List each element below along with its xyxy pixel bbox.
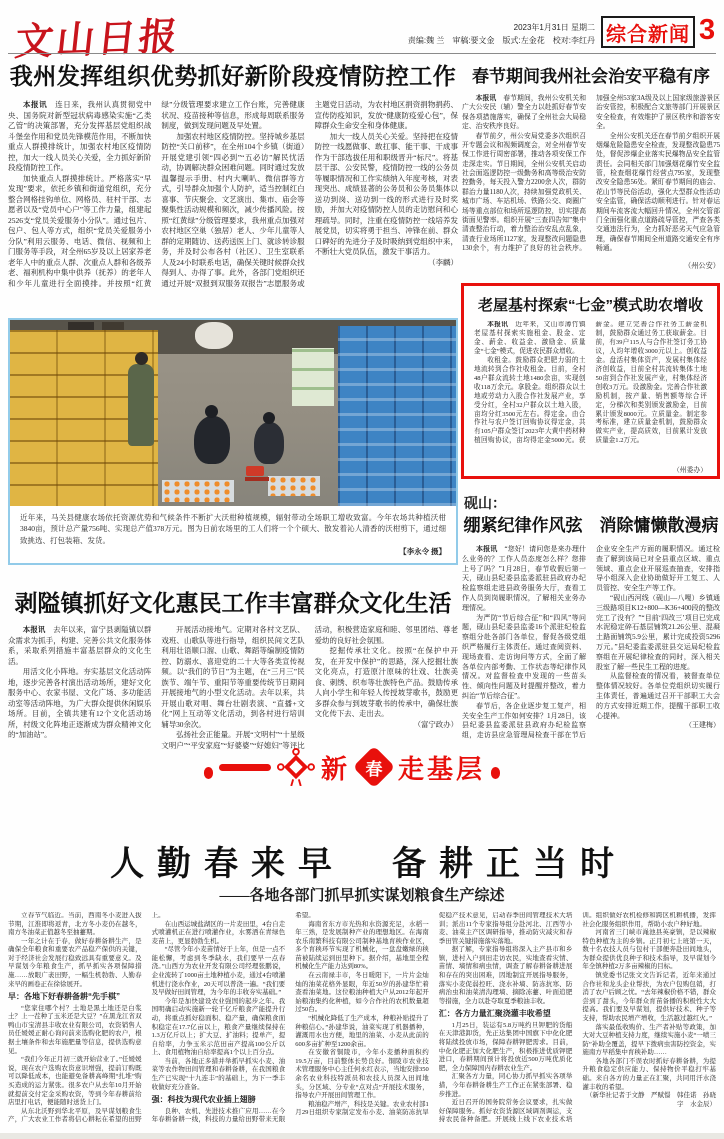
paragraph: 挖掘传承壮文化。按照“在保护中开发，在开发中保护”的思路，深入挖掘壮族文化亮点，打造原汁原味的壮戏、壮族美食、刺绣、织布等壮族特色产品。鼓励传承人向小学生和年轻人传授坡芽歌书，鼓励更多群众参与到坡芽歌书的传承中，确保壮族文化传下去、走出去。 xyxy=(314,646,458,719)
paragraph: （新华社记者于文静 严赋憬 韩佳诺 孙晓宇 水金辰） xyxy=(585,1092,716,1108)
photo-worker-crouching xyxy=(254,422,284,464)
paragraph: 海南省东方市光热和水资源充足，水稻一年三熟，是发展制种产业的理想地区。在海南农乐南繁科技有限公司制种基地育秧作业区，多个育秧环节实现了机械化，一盘盘嫩绿的秧苗被陆续运到田里种下。据介绍，基地里全程机械化生产能力达到80%。 xyxy=(295,920,429,971)
paragraph: 今年是加快建设农业强国的起步之年。我国明确启动实施新一轮千亿斤粮食产能提升行动，将重点抓好稳面积、稳产量，确保粮食面积稳定在17.7亿亩以上，粮食产量继续保持在1.3万亿斤以上；扩大豆、扩油料；提单产，提自给率，力争玉米示范田亩产提高100公斤以上、食用植物油自给率提高1个以上百分点。 xyxy=(151,997,286,1057)
lantern-icon xyxy=(491,767,500,779)
headline-security: 春节期间我州社会治安平稳有序 xyxy=(472,67,710,86)
paragraph: 早：各地下好春耕备耕“先手棋” xyxy=(8,992,120,1002)
paragraph: 粮油稳产增产，科技是关键。农业农村部1月29日组织专家制定发布小麦、油菜防冻抗旱促稳产技术意见，启动春季田间管理技术大培训；派出11个专家指导组分赴河北、江西等小麦、油菜主产区调研指导，推动防灾减灾和春季田管关键措施落实落地。 xyxy=(295,912,573,1117)
paragraph: 本报讯 春节期间，我州公安机关和广大公安民（辅）警全力以赴抓好春节安保各项措施落实，确保了全州社会大局稳定、治安秩序良好。 xyxy=(462,95,587,131)
date-line: 2023年1月31日 星期二 xyxy=(513,23,595,32)
photo-red-stool xyxy=(246,466,264,476)
body-qijin xyxy=(474,321,707,463)
banner-text-prefix: 新 xyxy=(320,753,350,784)
photo-white-sack xyxy=(195,322,233,349)
red-box-article xyxy=(461,283,720,479)
paragraph: 汇：各方力量汇聚浇灌丰收希望 xyxy=(438,1009,551,1019)
headline-culture: 剥隘镇抓好文化惠民工作丰富群众文化生活 xyxy=(14,590,452,616)
paragraph: （富宁政办） xyxy=(413,719,458,729)
paragraph: 据了解，专家指导组将深入主产县市和乡镇，进村入户到田走访农民，实地查看灾情、苗情、墒情和病虫情，调查了解春耕备耕进展和存在的突出困难，因地制宜开展指导服务，落实小麦促弱控旺、浇水补墒、防冻抗寒、防病治虫和油菜清沟理墒、摘除冻薹、叶面追肥等措施，全力以赴夺取夏季粮油丰收。 xyxy=(438,946,573,1005)
photo-block xyxy=(8,318,458,565)
paragraph: 加快重点人群摸排统计。严格落实“早发现”要求，依托乡镇和街道党组织，充分整合网格挂钩单位、网格员、驻村干部、志愿者以及“党员中心户”等工作力量，组建起2526支“党员关爱服务小分队”。通过包片、包户、包人等方式，组织“党员关爱服务小分队”利用云服务、电话、微信、视频和上门服务等手段，对全州65岁及以上居家养老老年人中的重点人群、次重点人群和各级养老、福利机构中集中供养（抚养）的老年人和少年儿童进行全面摸排。并按照“红黄绿”分级管理要求建立工作台账，完善健康状况、疫苗接种等信息，形成每周联系服务制度，做到发现问题及早处置。 xyxy=(8,100,305,288)
paragraph: 加强农村地区疫情防控。坚持城乡基层防控“关口前移”，在全州104个乡镇（街道）开展党建引领“四必到”“五必访”解民忧活动，协调解决群众困难问题。同时通过发放温馨提示手册、村内大喇叭、微信群等方式，引导群众加强个人防护，适当控制红白喜事、节庆聚会、文艺演出、集市、庙会等聚集性活动规模和频次，减少传播风险。按照“红黄绿”分级管理要求，我州重点加强对农村地区空巢（独居）老人、少年儿童等人群的定期随访、送药送医上门、就诊转诊服务，并及时公布各村（社区）、卫生室联系人及24小时联系电话，确保关键时候群众找得到人、办得了事。此外，各部门党组织还通过开展“双报到双服务双报告”志愿服务或主题党日活动，为农村地区捐资捐物捐药、宣传防疫知识，发放“健康防疫爱心包”，保障群众生命安全和身体健康。 xyxy=(161,100,458,288)
paragraph: 开展活动接地气。定期对各村文艺队、戏班、山歌队等进行指导，组织民间文艺队利用壮语顺口溜、山歌、舞蹈等编制疫情防控、防溺水、喜迎党的二十大等各类宣传视频。以“我们的节日”为主题，在“三月三”民族节、端午节、重阳节等重要传统节日期间开展接地气的小型文化活动。去年以来，共开展山歌对唱、舞台壮剧表演、“直播+文化”网上互动等文化活动，到各村进行培训辅导30余次。 xyxy=(161,625,305,729)
paragraph: 各地各部门不误农时抓好春耕备耕，为提升粮食稳定供应能力、保持物价平稳打牢基础。来自各方的力量正在汇聚，共同用汗水浇灌丰收的希望。 xyxy=(582,1057,716,1091)
banner-badge-char: 春 xyxy=(365,759,383,779)
body-epidemic xyxy=(8,100,458,308)
headline-qijin: 老屋基村探索“七金”模式助农增收 xyxy=(477,297,703,314)
paragraph: 良种、农机、先进技术推广应用……在今年春耕备耕一线，科技的力量给田野带来无限希望。 xyxy=(151,912,315,1124)
photo-caption xyxy=(10,506,456,563)
paragraph: 弘扬社会正能量。开展“文明村”“十星级文明户”“平安家庭”“好婆婆”“好媳妇”等评比活动，积极营造家庭和睦、邻里团结、尊老爱幼的良好社会氛围。 xyxy=(161,625,458,750)
photo-printed-cartons xyxy=(292,348,334,406)
paragraph: 春节后，各企业逐步复工复产，相关安全生产工作如何安排？1月28日，该县纪委县监委派驻县政府办纪检监察组，走访县应急管理局检查干部在节后企业安全生产方面的履职情况。通过检查了解到该局已对全县重点区域、重点领域、重点企业开展巡查抽查，安排指导小组深入企业协助做好开工复工、人员管控、安全生产等工作。 xyxy=(462,545,720,740)
paragraph: 从东北沃野到华北平原，及早谋划粮食生产，广大农业工作者将信心耕耘在希望的田野上。 xyxy=(8,912,165,1124)
photo-caption-text: 近年来，马关县健康农场依托资源优势和气候条件不断扩大沃柑种植规模，辐射带动全场职工增收致富。今年农场共种植沃柑3840亩，预计总产量756吨、实现总产值378万元。图为日前农场里的工人们将一个个硕大、散发着沁人清香的沃柑剪下，通过细致挑选、打包装箱、发货。 xyxy=(20,513,446,545)
paragraph: 本报讯 近年来，文山市薄竹镇老屋基村探索实施租金、股金、定金、薪金、收益金、激励金、质量金“七金”模式，促进农民群众增收。 xyxy=(474,321,586,355)
photo-blue-crates xyxy=(338,326,456,506)
body-spring-feature xyxy=(8,912,716,1132)
headline-yanshan: 绷紧纪律作风弦 消除慵懒散漫病 xyxy=(463,516,719,535)
banner-spring-badge xyxy=(353,746,395,788)
paragraph: 从监督检查的情况看，被督查单位整体情况较好。各单位党组织切实履行主体责任，普遍通过召开干部职工大会的方式安排近期工作，提醒干部职工收心提神。 xyxy=(596,672,720,720)
paragraph: 在云南禄丰市，冬日暖阳下，一片片金灿灿的油菜花格外显眼，年近50岁的孙建华忙着查看油菜地。这位粮油种植大户从2012年起开始粮油集约化种植，如今合作社的农机数量超过50台。 xyxy=(295,972,429,1014)
photo-worker-crouching xyxy=(194,416,230,464)
paragraph: “机械化降低了生产成本，种粮补贴提升了种粮信心。”孙建华说，油菜实现了机器播种，灌溉用水也方便，地里的油菜、小麦从此前的600多亩扩种至1200余亩。 xyxy=(295,1014,429,1048)
paragraph: “尽管今年小麦苗情好于上年，但是一点不能松懈，考虑到冬季缺水，我们要早一点春浇。”山西方为农业开发有限公司经理张鹏说，企业流转了1000亩土地种植小麦，通过4台喷灌机进行浇水作业，20天可以普浇一遍。“我们要及早做好田间管理，为今年的丰收夯实基础。” xyxy=(151,946,286,997)
credits-line: 责编:魏 兰 审稿:要文金 版式:左金花 校对:李红丹 xyxy=(407,35,595,45)
page-bottom-edge xyxy=(0,1133,724,1139)
spring-banner xyxy=(204,748,500,786)
paragraph: 用活文化小阵地。夯实基层文化活动阵地，逐步完善各村演出活动场所，建好文化服务中心、农家书屋、文化广场、多功能活动室等活动阵地，为广大群众提供休闲娱乐场所。目前，全镇共建有12个文化活动场所，村级文化阵地正逐渐成为群众精神文化的“加油站”。 xyxy=(8,667,152,740)
paragraph: （李麟） xyxy=(427,257,458,267)
body-security xyxy=(462,94,720,260)
chinese-knot-icon xyxy=(277,748,315,786)
masthead-logo: 文山日报 xyxy=(12,16,183,64)
paragraph: 一年之计在于春，做好春耕备耕生产，是确保全年粮食和重要农产品稳产保供的关键，对于经济社会发展行稳致远具有重要意义。及早谋划今年粮食生产，抓早抓实各项保障措施……放眼广袤田野，一幅生机勃勃、人勤春来早的画卷正在徐徐展开。 xyxy=(8,937,142,988)
paragraph: 近日召开的国务院常务会议要求，扎实做好保障服务。抓好农资货源区域调剂调运，支持农民备种备肥。开展线上线下农业技术培训。组织做好农机检修和跨区机耕机播，发挥社会化服务组织作用，帮助小农户种好地。 xyxy=(438,912,716,1124)
paragraph: 全州公安机关还在春节前夕组织开展烟爆危险隐患安全检查，发现整改隐患75处，督促涉爆企业落实民爆物品安全监管责任。会同相关部门加强烟花爆竹安全监管，检查烟花爆竹经营点795家，发现整改安全隐患56处。紧盯春节期间的庙会、花山节等民俗活动，强化大型群众性活动安全监管，确保活动顺利进行。针对春运期间车流客流大幅回升情况，全州交管部门全面强化重点道路疏导管控，严查各类交通违法行为，全力抓好恶劣天气应急管理，确保春节期间全州道路交通安全有序畅通。 xyxy=(596,132,720,252)
paragraph: 加大一线人员关心关爱。坚持把在疫情防控一线愿做事、敢扛事、能干事、干成事作为干部选拔任用和职级晋升“标尺”。将基层干部、公安民警，疫情防控一线的公务员等履职情况和工作实绩纳入年度考核，对表现突出、成绩显著的公务员和公务员集体以送功到岗、送功到一线的形式进行及时奖励，并加大对疫情防控人员的走访慰问和心理疏导。同时，注重在疫情防控一线培养发展党员，切实将勇于担当、冲锋在前、群众口碑好的先进分子及时吸纳到党组织中来，不断壮大党员队伍，激发干事活力。 xyxy=(314,131,458,256)
body-yanshan xyxy=(462,545,720,781)
paragraph: 春节前夕，州公安局党委多次组织召开专题会议和视频调度会，对全州春节安保工作进行周密部署，推动各项安保工作走深走实。节日期间，全州公安机关启动社会面巡逻防控一级勤务和高等级治安防控勤务，每天投入警力2200余人次，群防群治力量1180人次，持续加强党政机关、城市广场、车站机场、铁路公交、商圈广场等重点部位和场所巡逻防控，切实提高街面见警率。组织开展“三查四告知”集中清查整治行动，着力整治治安乱点乱象，清查行业场所1127家，发现整改问题隐患130余个，有力维护了良好的社会秩序。加强全州53家3A级及以上国家级旅游景区治安管控，积极配合文旅等部门开展景区安全检查，有效维护了景区秩序和游客安全。 xyxy=(462,95,720,252)
paragraph: 在山西运城盐湖区的一片麦田里，4台自走式喷灌机正在进行喷灌作业，水雾洒在青绿色麦苗上，更显勃勃生机。 xyxy=(151,920,286,945)
byline-qijin: （州委办） xyxy=(673,467,707,474)
paragraph: 在安徽省铜陵市，今年小麦播种面积约19.5万亩，目前整体长势良好。铜陵市农业技术管理服务中心主任何永红表示，当地安排350余名农业科技特派员和农技人员深入田间地头，分区域、分专业“点对点”开展技术服务，指导农户开展田间管理工作。 xyxy=(295,1049,429,1100)
photo-orange-crate xyxy=(162,480,234,502)
header-info xyxy=(390,22,595,48)
banner-text-suffix: 走基层 xyxy=(398,753,486,784)
headline-epidemic: 我州发挥组织优势抓好新阶段疫情防控工作 xyxy=(9,63,457,89)
paragraph: 收租金。鼓励群众把肥力弱的土地流转到合作社收租金。目前，全村48户群众流转土地1480余亩，实现创收118万余元。拿股金。组织群众以土地或劳动力入股合作社发展产业，享受分红，全村32户群众以土地入股，亩均分红3500元左右。得定金。由合作社与农户签订回购协议得定金，共有105户群众签订2023年大黄中药材种植回购协议，亩均得定金5000元。获薪金。建立完善合作社务工薪金机制，鼓励群众通过务工获取薪金。目前，有39户115人与合作社签订务工协议，人均年增收3000元以上。创收益金。盘活村集体资产，发展村集体经济创收益，目前全村共流转集体土地50亩到合作社发展产业，村集体经济创收3万元。设激励金。完善合作社激励机制，按产量、销售额等综合评定，分梯次和类别颁发激励金，目前累计颁发8000元。立质量金。制定参考标准，建立质量金机制，鼓励群众做实产业，提高质效，目前累计发放质量金1.2万元。 xyxy=(474,321,707,445)
paragraph: 本报讯 连日来，我州认真贯彻党中央、国务院对新型冠状病毒感染实施“乙类乙管”的决策部署，充分发挥基层党组织战斗堡垒作用和党员先锋模范作用，不断加快重点人群摸排统计，加强农村地区疫情防控，加大一线人员关心关爱，全力抓好新阶段疫情防控工作。 xyxy=(8,100,152,172)
header-rule xyxy=(8,53,716,54)
paragraph: （王建梅） xyxy=(685,721,720,730)
paragraph: 1月25日，装运有5.8万吨约旦钾肥的货船在天津港卸货，先正达集团中国旗下中化化肥将陆续投放市场，保障春耕钾肥需求。目前，中化化肥正加大化肥生产，积极推进优质钾肥进口，春耕期间预计将投放近500万吨优质化肥，全力保障国内春耕农业生产。 xyxy=(438,1021,573,1072)
paragraph: “您家住哪个村？土地是黑土地还是白浆土？上一茬种了玉米还是大豆？”在黑龙江省双鸭山市宝清县丰收农业有限公司，农资销售人员任媛媛正耐心询问前来选购化肥的农户，根据土壤条件和去年施肥量等信息，提供选购意见。 xyxy=(8,1004,142,1055)
headline-spring-feature: 人勤春来早 备耕正当时 xyxy=(110,845,627,883)
section-label: 综合新闻 xyxy=(601,16,695,48)
paragraph: “砚山西河线（砚山—八嘎）乡镇通三级路项目K12+800—K36+400段的整改完工了没有？”“目前‘四改三’项目已完成水泥稳定碎石基层铺筑21.26公里、混凝土路面铺筑5.9公里，累计完成投资5296万元。”县纪委监委派驻县交运局纪检监察组在开展纪律检查的同时，深入相关股室了解一些民生工程的进度。 xyxy=(596,593,720,671)
paragraph: 本报讯 “您好！请问您是来办理什么业务的？工作人员态度怎么样？您排上号了吗？”1月28日，春节收假后第一天，砚山县纪委县监委派驻县政府办纪检监察组走进县政务服务大厅，查看工作人员到岗履职情况，了解相关业务办理情况。 xyxy=(462,545,587,612)
photo-sorting-oranges xyxy=(10,320,456,506)
photo-orange-crate xyxy=(268,476,320,496)
kicker-yanshan: 砚山： xyxy=(464,495,506,511)
photo-worker-standing xyxy=(128,364,154,446)
subtitle-spring-feature: ——各地各部门抓早抓实谋划粮食生产综述 xyxy=(219,888,505,904)
photo-credit: 【李永令 摄】 xyxy=(399,546,446,556)
paragraph: 河南省三门峡市渑池县英豪镇，是以辣椒特色种植为主的乡镇。正月初七上班第一天，数十名农技人员与包村干部便奔赴田间地头，为群众提供优良种子和技术指导，及早谋划今年全镇种植2万多亩辣椒的目标。 xyxy=(582,929,716,971)
byline-security: （州公安） xyxy=(684,262,720,270)
paragraph: 立春节气临近。当前，西南冬小麦进入拔节期，江淮即将返青，北方冬小麦仍在越冬，南方冬油菜正值越冬至抽薹期。 xyxy=(8,912,142,937)
paragraph: 落实最低收购价、生产者补贴等政策，加大对大豆种植支持力度，继续实施小麦“一喷三防”补助全覆盖，提早下拨病虫害防控资金，实施南方早稻集中育秧补助…… xyxy=(582,1023,716,1057)
knot-cord-icon xyxy=(219,764,271,771)
lantern-icon xyxy=(204,767,213,779)
paragraph: 当前，各地正多措并举抓早抓实小麦、油菜等农作物田间管理和春耕备耕，在我国粮食生产已实现“十九连丰”的基础上，为下一季丰收做好充分准备。 xyxy=(151,1057,286,1091)
paragraph: 镇党委书记张文文告诉记者，近年来通过合作社和龙头企业帮扶，为农户包购包销，打消了农户后顾之忧。“去年辣椒价格不错，群众尝到了甜头，今年群众育苗备播的积极性大大提高。我们要及早谋划，提供好技术、种子等支持，帮助农民增产增收，生活越过越红火。” xyxy=(582,972,716,1022)
paragraph: 为严防“节后综合征”和“四风”等问题，砚山县纪委县监委16个派驻纪检监察组分赴各部门各单位，督促各级党组织严格履行主体责任。通过查阅资料、现场查看、走访询问等方式，全面了解各单位内部考勤、工作状态等纪律作风情况。对监督检查中发现的一些苗头性、倾向性问题及时提醒并整改，着力纠治“节后综合征”。 xyxy=(462,613,586,700)
paragraph: 强：科技为现代农业插上翅膀 xyxy=(151,1095,256,1105)
paragraph: 汇聚各方力量，同心协力抓早抓实各项举措，今年春耕备耕生产工作正在紧张部署、稳步推进。 xyxy=(438,1073,573,1098)
paragraph: “我们今年正月初三就开始营业了。”任媛媛说，现在农户选购农资意识增强，提前订购既可以降低成本，也能避免备耕高峰期“扎堆”购买造成的运力紧张。很多农户从去年10月开始就提前交付定金采购农资，等到今年春耕前给店里打电话，便能随时送货上门。 xyxy=(8,1056,142,1107)
paragraph: 本报讯 去年以来，富宁县剥隘镇以群众需求为抓手，构建、完善公共文化服务体系，采取系列措施丰富基层群众的文化生活。 xyxy=(8,625,152,666)
page-number: 3 xyxy=(699,14,716,46)
